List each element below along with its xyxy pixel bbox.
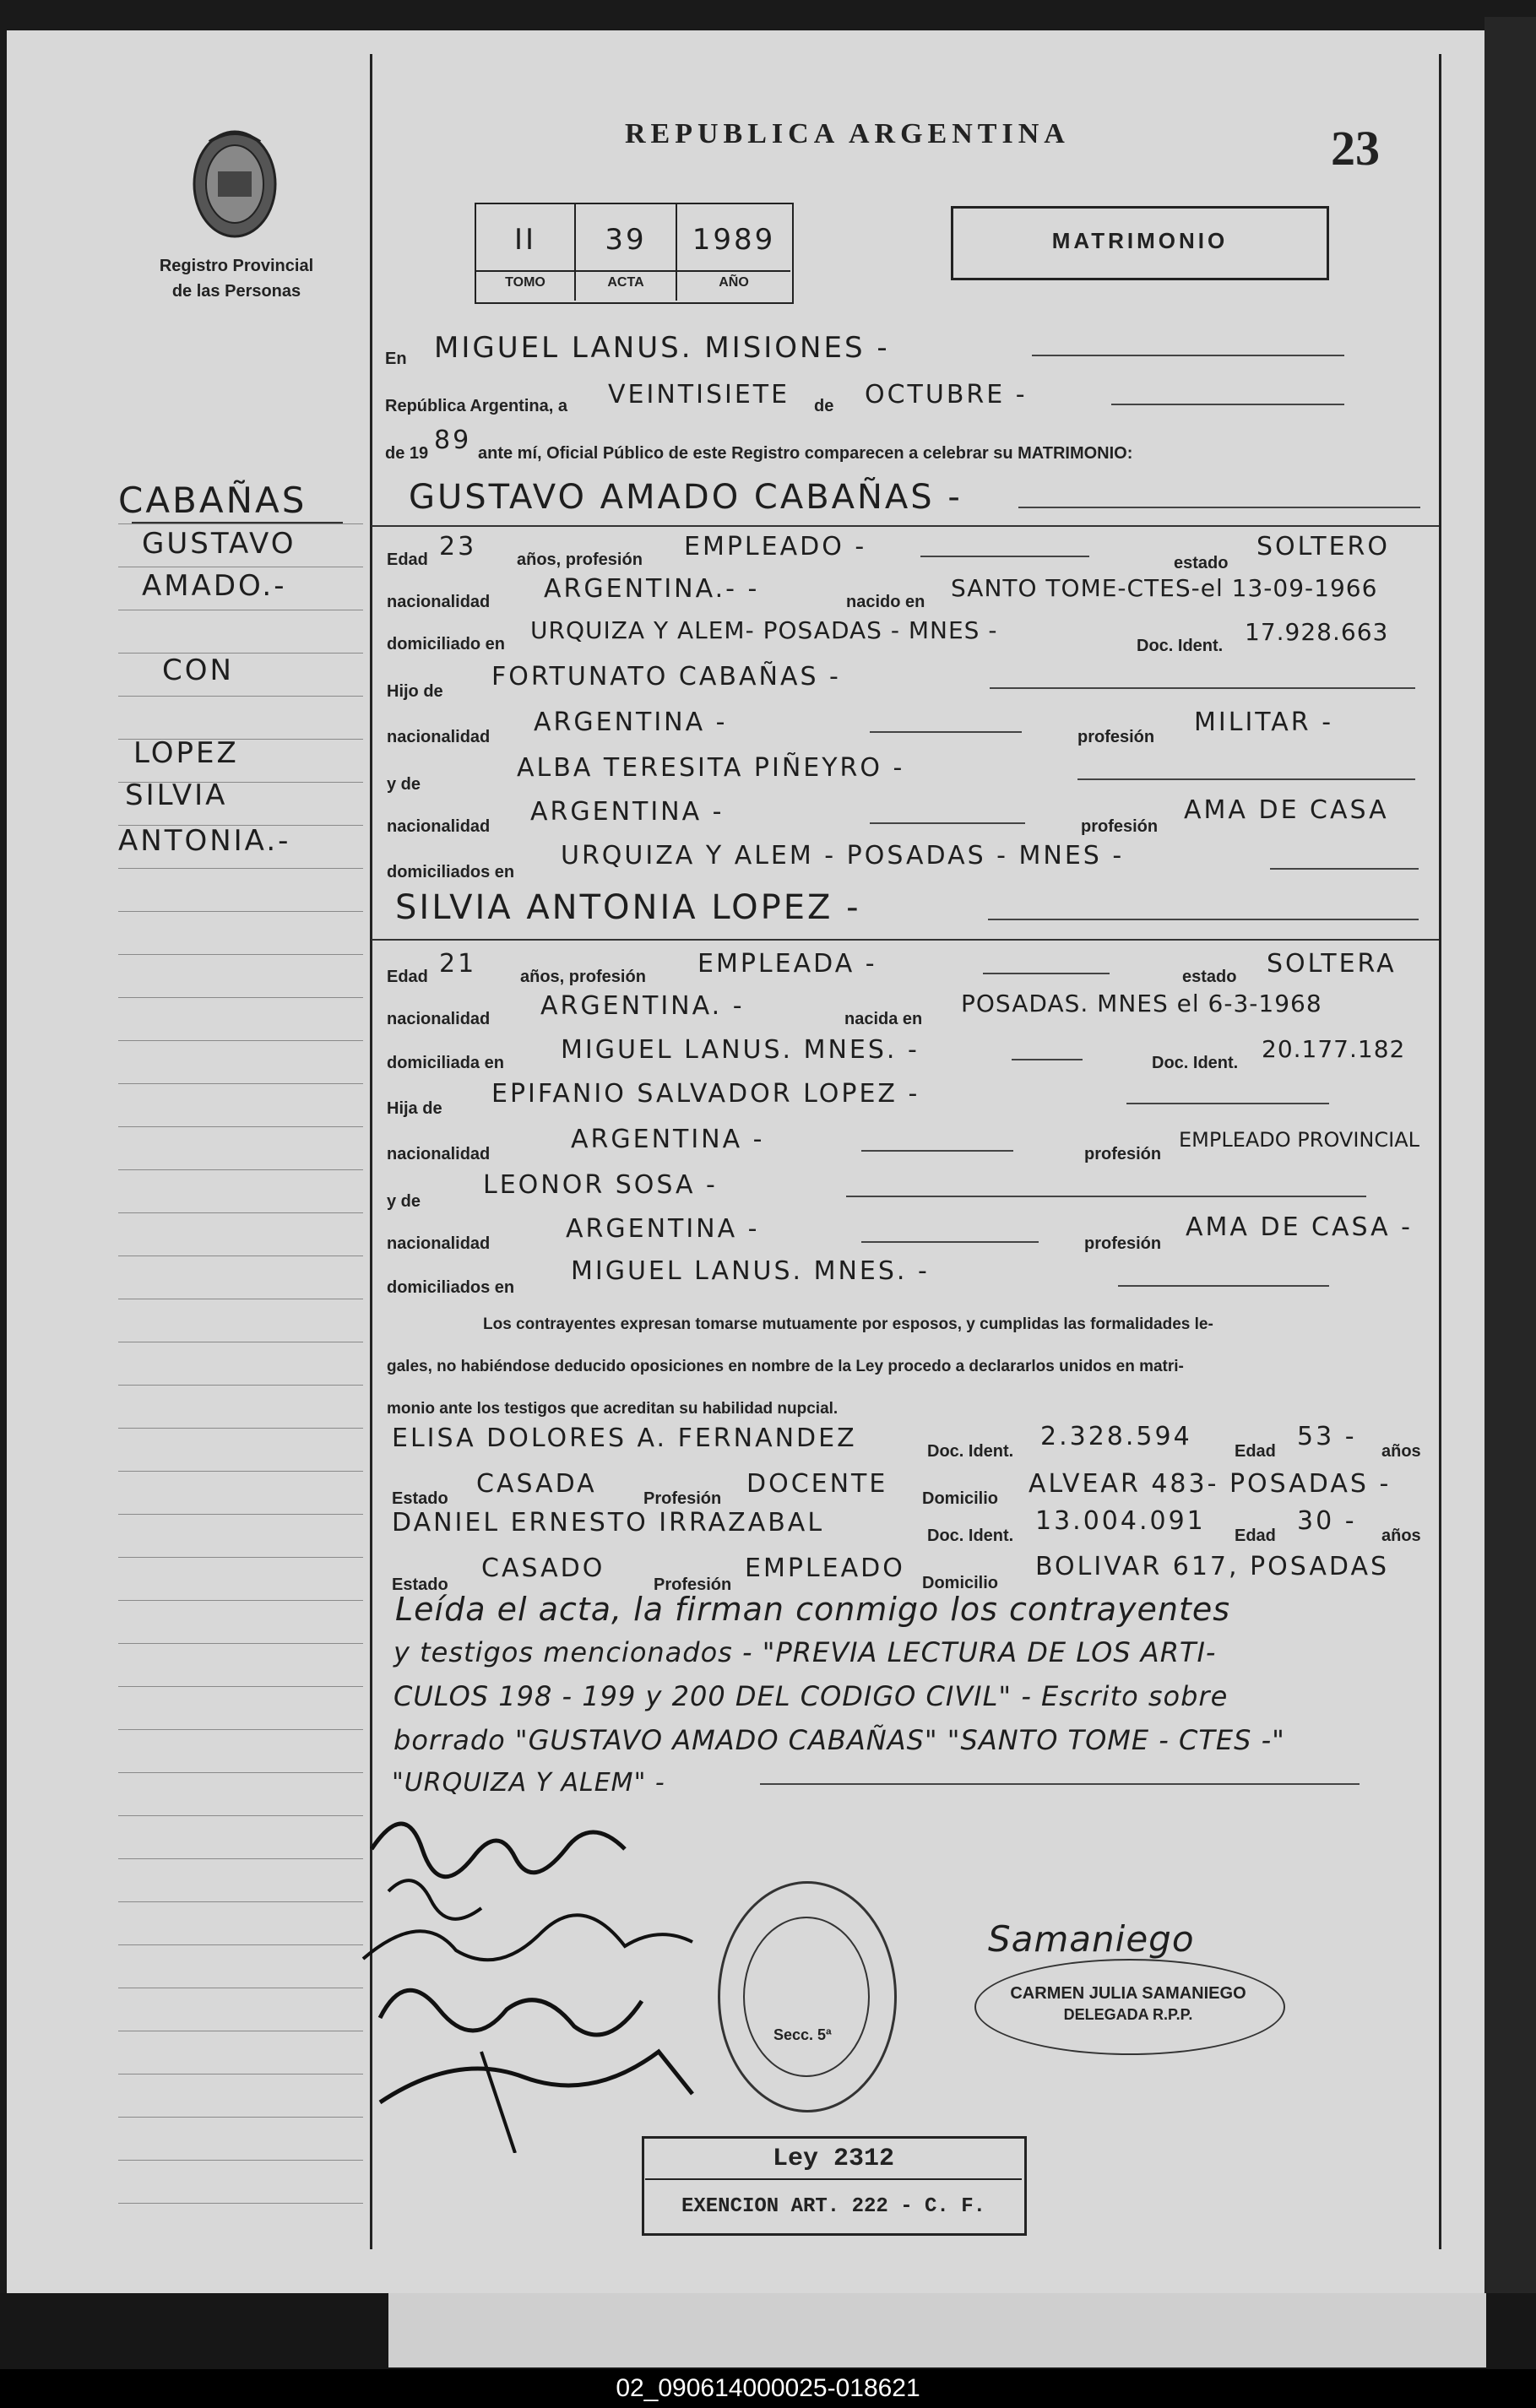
stamp-line1: Ley 2312 [772,2145,895,2173]
bride-name: SILVIA ANTONIA LOPEZ - [395,888,861,927]
bride-father-profession: EMPLEADO PROVINCIAL [1179,1128,1419,1152]
witness2-address: BOLIVAR 617, POSADAS [1035,1552,1390,1581]
witness2-prof-label: Profesión [654,1576,732,1594]
witness1-doc: 2.328.594 [1040,1422,1192,1451]
witness1-edad-label: Edad [1235,1442,1276,1461]
witness2-estado-label: Estado [392,1576,448,1594]
fill-line [983,973,1110,974]
margin-ruled-line [118,1385,363,1386]
bride-domicilio-label: domiciliada en [387,1054,504,1072]
witness2-edad-label: Edad [1235,1527,1276,1545]
country-header: REPUBLICA ARGENTINA [625,118,1070,149]
bride-father: EPIFANIO SALVADOR LOPEZ - [491,1079,920,1109]
fill-line [870,822,1025,824]
groom-birthplace: SANTO TOME-CTES-el 13-09-1966 [951,574,1378,602]
witness2-age: 30 - [1297,1506,1357,1536]
groom-mother-nationality: ARGENTINA - [530,797,725,827]
margin-ruled-line [118,1040,363,1041]
year-prefix: de 19 [385,444,429,463]
groom-father-nationality: ARGENTINA - [534,708,728,737]
witness2-profession: EMPLEADO [745,1554,905,1583]
groom-parents-dom-label: domiciliados en [387,863,515,881]
registry-name-line2: de las Personas [171,282,301,301]
margin-ruled-line [118,2203,363,2204]
signatures-image [355,1798,709,2153]
margin-ruled-line [118,1600,363,1601]
margin-given-groom-2: AMADO.- [142,569,287,603]
fill-line [990,687,1415,689]
margin-con: CON [162,654,234,687]
fill-line [846,1196,1366,1197]
declaration-line1: Los contrayentes expresan tomarse mutuamente por esposos, y cumplidas las formalidades le- [483,1315,1213,1333]
witness1-age: 53 - [1297,1422,1357,1451]
groom-mother-profession: AMA DE CASA [1184,795,1389,825]
month-value: OCTUBRE - [865,380,1028,409]
witness1-marital: CASADA [476,1469,597,1499]
groom-mother-prof-label: profesión [1081,817,1159,836]
groom-parents-address: URQUIZA Y ALEM - POSADAS - MNES - [561,841,1125,870]
official-title: DELEGADA R.P.P. [1063,2006,1193,2023]
note-line4: borrado "GUSTAVO AMADO CABAÑAS" "SANTO TOME - CTES -" [393,1724,1285,1756]
groom-nationality: ARGENTINA.- - [544,574,760,604]
note-line1: Leída el acta, la firman conmigo los contrayentes [395,1591,1231,1628]
groom-hijo-label: Hijo de [387,682,443,701]
groom-profession: EMPLEADO - [684,532,867,561]
margin-ruled-line [118,1901,363,1902]
fill-line [1077,778,1415,780]
groom-father-prof-label: profesión [1077,728,1155,746]
bride-parents-dom-label: domiciliados en [387,1278,515,1297]
margin-ruled-line [118,1212,363,1213]
fill-line [861,1241,1039,1243]
acta-label: ACTA [607,275,644,290]
official-name: CARMEN JULIA SAMANIEGO [1010,1984,1246,2003]
margin-ruled-line [118,1169,363,1170]
fill-line [870,731,1022,733]
witness1-doc-label: Doc. Ident. [927,1442,1014,1461]
witness2-doc: 13.004.091 [1035,1506,1206,1536]
groom-father-profession: MILITAR - [1194,708,1334,737]
margin-ruled-line [118,1126,363,1127]
bride-nationality: ARGENTINA. - [540,991,745,1021]
groom-age: 23 [439,532,477,561]
republica-label: República Argentina, a [385,397,567,415]
groom-doc: 17.928.663 [1245,618,1389,646]
margin-ruled-line [118,1686,363,1687]
witness1-prof-label: Profesión [643,1489,722,1508]
fill-line [1111,404,1344,405]
witness1-anos-label: años [1381,1442,1421,1461]
margin-ruled-line [118,1471,363,1472]
groom-doc-label: Doc. Ident. [1137,637,1224,655]
margin-ruled-line [118,1083,363,1084]
ano-value: 1989 [692,223,776,257]
fill-line [1270,868,1419,870]
bride-father-nac-label: nacionalidad [387,1145,491,1163]
place-value: MIGUEL LANUS. MISIONES - [434,331,890,365]
witness2-doc-label: Doc. Ident. [927,1527,1014,1545]
official-signature: Samaniego [988,1918,1195,1960]
registry-seal-inner [743,1917,870,2077]
margin-given-bride-1: SILVIA [125,778,228,812]
margin-ruled-line [118,954,363,955]
fill-line [1118,1285,1329,1287]
bride-profesion-label: años, profesión [520,968,646,986]
margin-ruled-line [118,1815,363,1816]
witness1-estado-label: Estado [392,1489,448,1508]
declaration-line3: monio ante los testigos que acreditan su habilidad nupcial. [387,1400,839,1418]
margin-given-bride-2: ANTONIA.- [118,824,291,858]
de-label: de [814,397,834,415]
bride-address: MIGUEL LANUS. MNES. - [561,1035,920,1065]
bride-father-nationality: ARGENTINA - [571,1125,765,1154]
margin-ruled-line [118,2117,363,2118]
bride-nacida-label: nacida en [844,1010,923,1028]
fill-line [988,919,1419,920]
tomo-label: TOMO [505,275,545,290]
ano-label: AÑO [719,275,749,290]
margin-ruled-line [118,653,363,654]
groom-yde-label: y de [387,775,421,794]
right-border [1439,54,1441,2249]
margin-ruled-line [118,868,363,869]
margin-given-groom-1: GUSTAVO [142,527,296,561]
witness2-marital: CASADO [481,1554,605,1583]
stamp-divider [645,2178,1022,2180]
groom-edad-label: Edad [387,550,428,569]
bride-doc: 20.177.182 [1262,1035,1406,1063]
acta-value: 39 [605,223,647,257]
margin-ruled-line [118,1643,363,1644]
bride-birthplace: POSADAS. MNES el 6-3-1968 [961,990,1322,1017]
witness1-name: ELISA DOLORES A. FERNANDEZ [392,1424,857,1453]
note-line5: "URQUIZA Y ALEM" - [392,1768,665,1798]
margin-ruled-line [118,523,363,524]
margin-ruled-line [118,1514,363,1515]
groom-marital: SOLTERO [1256,532,1390,561]
fill-line [760,1783,1360,1785]
en-label: En [385,350,407,368]
margin-rule [132,522,343,523]
margin-surname-groom: CABAÑAS [118,480,307,521]
bride-yde-label: y de [387,1192,421,1211]
bride-mother-prof-label: profesión [1084,1234,1162,1253]
witness1-address: ALVEAR 483- POSADAS - [1029,1469,1392,1499]
binding-edge [1484,17,1536,2364]
groom-nacionalidad-label: nacionalidad [387,593,491,611]
bride-marital: SOLTERA [1267,949,1397,979]
tomo-value: II [513,223,537,257]
margin-ruled-line [118,1944,363,1945]
intro-statement: ante mí, Oficial Público de este Registro comparecen a celebrar su MATRIMONIO: [478,444,1133,463]
province-crest-icon [184,125,285,243]
margin-ruled-line [118,1729,363,1730]
fill-line [1018,507,1420,508]
bride-estado-label: estado [1182,968,1237,986]
margin-ruled-line [118,1428,363,1429]
groom-nacido-label: nacido en [846,593,925,611]
year-suffix: 89 [434,426,472,455]
section-divider [372,939,1439,941]
bride-profession: EMPLEADA - [697,949,877,979]
margin-ruled-line [118,997,363,998]
fill-line [920,556,1089,557]
groom-mother: ALBA TERESITA PIÑEYRO - [517,753,905,783]
margin-ruled-line [118,911,363,912]
page-number: 23 [1331,121,1380,176]
note-line3: CULOS 198 - 199 y 200 DEL CODIGO CIVIL" - Escrito sobre [393,1680,1229,1712]
margin-ruled-line [118,1557,363,1558]
witness2-name: DANIEL ERNESTO IRRAZABAL [392,1508,825,1538]
margin-ruled-line [118,2160,363,2161]
section-divider [372,525,1439,527]
bride-doc-label: Doc. Ident. [1152,1054,1239,1072]
bride-parents-address: MIGUEL LANUS. MNES. - [571,1256,930,1286]
fill-line [1126,1103,1329,1104]
witness2-anos-label: años [1381,1527,1421,1545]
bride-mother-nac-label: nacionalidad [387,1234,491,1253]
groom-mother-nac-label: nacionalidad [387,817,491,836]
file-id-caption: 02_090614000025-018621 [0,2369,1536,2408]
bride-mother-nationality: ARGENTINA - [566,1214,760,1244]
witness1-profession: DOCENTE [746,1469,888,1499]
bride-mother-profession: AMA DE CASA - [1186,1212,1414,1242]
fill-line [861,1150,1013,1152]
margin-ruled-line [118,1772,363,1773]
declaration-line2: gales, no habiéndose deducido oposiciones en nombre de la Ley procedo a declararlos unidos en matri- [387,1358,1184,1375]
groom-profesion-label: años, profesión [517,550,643,569]
bride-edad-label: Edad [387,968,428,986]
fill-line [1012,1059,1083,1060]
groom-father: FORTUNATO CABAÑAS - [491,662,841,691]
bride-hija-label: Hija de [387,1099,442,1118]
fill-line [1032,355,1344,356]
witness2-dom-label: Domicilio [922,1574,999,1592]
note-line2: y testigos mencionados - "PREVIA LECTURA DE LOS ARTI- [393,1636,1217,1668]
groom-estado-label: estado [1174,554,1229,572]
bride-nacionalidad-label: nacionalidad [387,1010,491,1028]
record-type: MATRIMONIO [1051,228,1229,253]
box-divider [476,270,790,272]
witness1-dom-label: Domicilio [922,1489,999,1508]
bride-age: 21 [439,949,477,979]
margin-ruled-line [118,1858,363,1859]
groom-father-nac-label: nacionalidad [387,728,491,746]
margin-ruled-line [118,696,363,697]
groom-domicilio-label: domiciliado en [387,635,506,654]
seal-center-text: Secc. 5ª [773,2026,832,2043]
margin-surname-bride: LOPEZ [133,736,239,770]
stamp-line2: EXENCION ART. 222 - C. F. [681,2195,986,2218]
groom-name: GUSTAVO AMADO CABAÑAS - [409,478,963,517]
day-value: VEINTISIETE [608,380,790,409]
bride-father-prof-label: profesión [1084,1145,1162,1163]
groom-address: URQUIZA Y ALEM- POSADAS - MNES - [530,616,998,644]
next-page-edge [388,2293,1486,2367]
bride-mother: LEONOR SOSA - [483,1170,718,1200]
registry-name-line1: Registro Provincial [159,257,314,275]
